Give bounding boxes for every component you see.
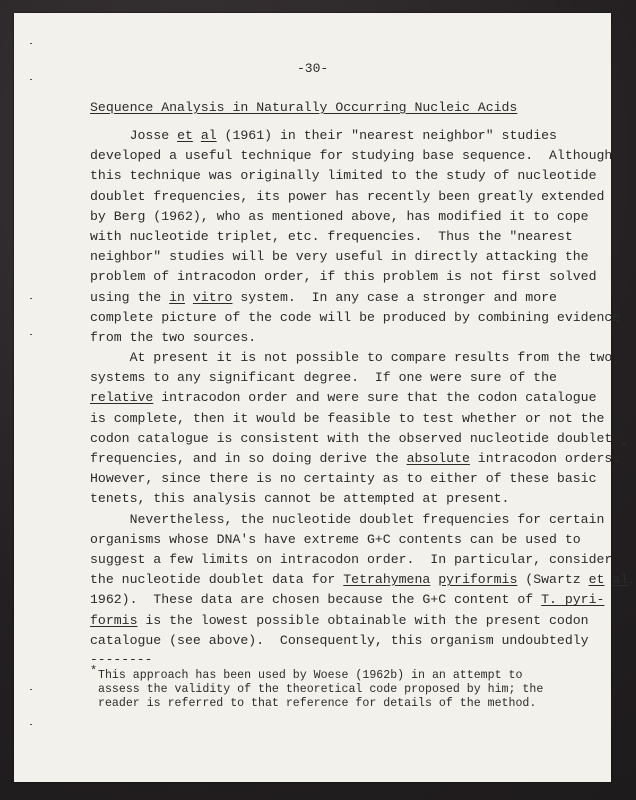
text-line (90, 388, 636, 408)
text-line (90, 348, 636, 368)
text-line (90, 590, 636, 610)
text-run: (Swartz (517, 572, 589, 588)
footnote (90, 664, 544, 711)
footnote-line: assess the validity of the theoretical code proposed by him; the (98, 683, 544, 696)
text-run: (1961) in their "nearest neighbor" studies (216, 128, 557, 143)
text-line (90, 368, 636, 388)
underlined-text: pyriformis (438, 572, 518, 588)
text-line (90, 187, 636, 207)
page-number: -30- (297, 61, 329, 76)
underlined-text: vitro (192, 289, 233, 305)
text-run: systems to any significant degree. If one were sure of the (90, 370, 557, 386)
text-run: codon catalogue is consistent with the observed nucleotide doublet (90, 430, 613, 446)
text-line (90, 530, 636, 550)
underlined-text: Tetrahymena (343, 572, 431, 588)
text-line (90, 267, 636, 287)
margin-mark (30, 43, 32, 44)
text-run: system. In any case a stronger and more (232, 289, 557, 305)
text-line (90, 489, 636, 509)
text-line (90, 440, 636, 469)
text-run: by Berg (1962), who as mentioned above, has modified it to cope (90, 208, 589, 224)
text-line (90, 570, 636, 590)
text-run (193, 128, 201, 143)
text-line (90, 308, 636, 328)
text-run: frequencies, and in so doing derive the (90, 451, 407, 466)
text-run: the nucleotide doublet data for (90, 572, 344, 588)
text-run: However, since there is no certainty as to either of these basic (90, 471, 597, 487)
text-line (90, 166, 636, 186)
text-run: catalogue (see above). Consequently, this organism undoubtedly (90, 632, 589, 648)
text-line (90, 409, 636, 429)
margin-mark (30, 334, 32, 335)
text-run: intracodon orders. (469, 451, 621, 466)
text-run: Nevertheless, the nucleotide doublet frequencies for certain (90, 511, 605, 527)
text-line (90, 328, 636, 348)
text-run: , (628, 572, 636, 588)
footnote-line: reader is referred to that reference for details of the method. (98, 697, 537, 710)
text-run: is the lowest possible obtainable with the present codon (137, 612, 589, 628)
body-text (90, 126, 636, 651)
text-line (90, 126, 636, 146)
margin-mark (30, 689, 32, 690)
text-run (185, 290, 193, 305)
text-run: tenets, this analysis cannot be attempted at present. (90, 491, 510, 507)
underlined-text: al (200, 128, 217, 143)
text-line (90, 631, 636, 651)
text-line (90, 207, 636, 227)
text-line (90, 429, 636, 449)
text-line (90, 288, 636, 308)
text-run: problem of intracodon order, if this problem is not first solved (90, 269, 597, 285)
text-run: intracodon order and were sure that the codon catalogue (153, 390, 597, 406)
footnote-marker: * (90, 664, 98, 678)
text-line (90, 227, 636, 247)
margin-mark (30, 298, 32, 299)
footnote-separator: -------- (90, 652, 153, 667)
text-run: Josse (90, 128, 178, 143)
text-line (90, 469, 636, 489)
underlined-text: et (177, 128, 193, 143)
footnote-reference: * (620, 440, 628, 454)
underlined-text: absolute (406, 451, 470, 466)
text-run: using the (90, 289, 170, 305)
underlined-text: et (588, 572, 605, 588)
underlined-text: T. pyri- (541, 592, 605, 608)
text-line (90, 510, 636, 530)
underlined-text: in (169, 289, 185, 305)
text-run: is complete, then it would be feasible to test whether or not the (90, 410, 605, 426)
margin-mark (30, 724, 32, 725)
underlined-text: relative (90, 390, 154, 406)
margin-mark (30, 79, 32, 80)
text-line (90, 550, 636, 570)
text-run: with nucleotide triplet, etc. frequencies. Thus the "nearest (90, 228, 573, 244)
text-run: 1962). These data are chosen because the G+C content of (90, 592, 542, 608)
underlined-text: formis (90, 612, 138, 628)
text-run: complete picture of the code will be produced by combining evidence (90, 309, 621, 325)
text-run: suggest a few limits on intracodon order. In particular, consider (90, 551, 613, 567)
text-run: At present it is not possible to compare results from the two (90, 350, 613, 366)
text-run: this technique was originally limited to the study of nucleotide (90, 168, 597, 184)
text-run: doublet frequencies, its power has recently been greatly extended (90, 188, 605, 204)
text-line (90, 146, 636, 166)
text-line (90, 247, 636, 267)
text-run: from the two sources. (90, 329, 257, 345)
text-run: developed a useful technique for studying base sequence. Although (90, 148, 613, 164)
footnote-line: This approach has been used by Woese (1962b) in an attempt to (98, 669, 523, 682)
text-line (90, 611, 636, 631)
text-run: neighbor" studies will be very useful in directly attacking the (90, 249, 589, 265)
section-heading: Sequence Analysis in Naturally Occurring Nucleic Acids (90, 100, 518, 115)
text-run: organisms whose DNA's have extreme G+C contents can be used to (90, 531, 581, 547)
underlined-text: al (612, 572, 629, 588)
